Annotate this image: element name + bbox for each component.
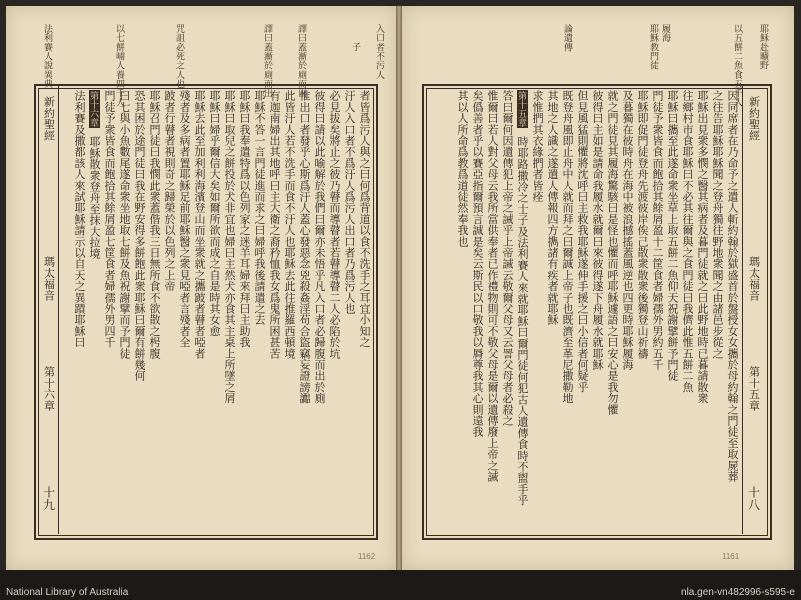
left-text-frame (34, 84, 378, 540)
library-credit: National Library of Australia (6, 587, 129, 598)
text-column: 必見拔矣將止之彼乃瞽而導瞽者若瞽導瞽二人必陷於坑 (328, 90, 341, 359)
text-column: 耶穌去此至加利利海濱登山而坐衆就之攜跛者瞽者啞者 (193, 90, 206, 359)
right-body (428, 90, 738, 530)
side-note: 譯曰蓋漸於廁而出 (296, 24, 306, 98)
text-column: 惟爾曰若人對父母云我所當供奉者已作禮物則可不敬父母是爾以遺傳廢上帝之誡 (486, 90, 499, 482)
side-note: 論遺傳 (562, 24, 572, 52)
image-identifier: nla.gen-vn482996-s595-e (681, 587, 795, 598)
side-note: 耶穌教門徒 (648, 24, 658, 70)
text-column: 其以人所命爲教爲道徒然奉我也 (456, 90, 469, 247)
page-number: 十九 (41, 486, 56, 511)
stamp-right: 1161 (722, 552, 740, 561)
chapter-start-marker: 第十六章 (88, 91, 98, 127)
gospel-name: 瑪太福音 (42, 256, 56, 301)
header-rule (742, 86, 743, 534)
side-note: 耶穌赴曠野 (758, 24, 768, 70)
side-note: 譯曰蓋漸於廁而出 (262, 24, 272, 98)
text-column: 耶穌曰攜至此遂命衆坐草上取五餅二魚仰天祝謝擘餅予門徒 (666, 90, 679, 382)
text-column: 此皆汙人若不洗手而食不汙人也耶穌去此往推羅西頓境 (283, 90, 296, 359)
text-column: 殘者及多病者置耶穌足前耶穌醫之衆見啞者言殘者全 (178, 90, 191, 348)
chapter-label: 第十五章 (747, 366, 761, 411)
text-column: 恐其困於途門徒曰我在野安得多餅飽此衆耶穌曰爾有餅幾何 (133, 90, 146, 382)
text-column: 既登舟風即止舟中人就而拜之曰爾誠上帝子也既濟至革尼撒勒地 (561, 90, 574, 404)
book-title: 新約聖經 (42, 96, 56, 141)
footer-bar (0, 570, 801, 600)
side-note: 咒詛必死之人也 (174, 24, 184, 89)
side-note: 履海 (660, 24, 670, 43)
page-number: 十八 (746, 486, 761, 511)
text-column: 門徒予衆皆食而飽拾其餘屑盈七筐食者婦孺外男四千 (103, 90, 116, 348)
side-note: 子 (350, 42, 360, 52)
text-column: 但見風猛則懼將沈呼曰主救我耶穌遂伸手援之曰小信者何疑乎 (576, 90, 589, 393)
text-column: 耶穌曰婦乎爾信大矣如爾所欲而成之自是時其女愈 (208, 90, 221, 337)
text-column: 彼得曰主如是請命我履水就爾曰來彼得遂下舟履水就耶穌 (591, 90, 604, 370)
text-column: 時耶路撒冷之士子及法利賽人來就耶穌曰爾門徒何犯古人遺傳食時不盥手乎 (516, 136, 529, 506)
left-page (6, 6, 396, 570)
side-note: 以五餅二魚食五千人 (732, 24, 742, 107)
text-column: 者皆爲污人與之曰何爲背道以食不洗手之耳宜小知之 (358, 90, 371, 348)
text-column: 曰七與小魚數尾遂命衆坐地取七餅及魚祝謝擘而予門徒 (118, 90, 131, 359)
text-column: 惟出口者發乎心斯爲汙人蓋心發惡念兇殺姦淫苟合盜竊妄證謗讟 (298, 90, 311, 404)
side-note: 法利賽人說異典 (42, 24, 52, 89)
text-column: 耶穌曰我奉遣特爲以色列家之迷羊耳婦來拜曰主助我 (238, 90, 251, 348)
side-note: 以七餅哺人養四千人 (114, 24, 124, 107)
text-column: 求惟捫其衣緣捫者皆痊 (531, 90, 544, 202)
header-rule (58, 86, 59, 534)
text-column: 耶穌曰取兒之餅投於犬非宜也婦曰主然犬亦食其主桌上所墜之屑 (223, 90, 236, 404)
text-column: 法利賽及撒都該人來試耶穌請示以自天之異蹟耶穌曰 (73, 90, 86, 348)
text-column: 耶穌即促門徒登舟先渡彼岸俟己散衆散衆後獨登山祈禱 (636, 90, 649, 359)
text-column: 跛者行瞽者視則奇之歸榮於以色列之上帝 (163, 90, 176, 292)
right-page (402, 6, 794, 570)
text-column: 之往告耶穌耶穌聞之登舟獨往野地衆聞之由諸邑步從之 (711, 90, 724, 359)
side-note: 入口者不污人 (374, 24, 384, 80)
text-column: 矣僞善者乎以賽亞指爾預言誠是矣云斯民以口敬我以脣尊我其心則遠我 (471, 90, 484, 438)
text-column: 彼得曰請以此喻解於我們曰爾亦未悟乎凡入口者必歸腹而出於廁 (313, 90, 326, 404)
left-body (62, 90, 370, 530)
text-column: 耶穌不答一言門徒進而求之曰婦呼我後請遣之去 (253, 90, 266, 326)
chapter-start-marker: 第十五章 (516, 91, 526, 127)
text-column: 耶穌散衆登舟至抹大拉境 (88, 136, 101, 260)
text-column: 及暮獨在彼時舟在海中被浪撼搖蓋風逆也四更時耶穌履海 (621, 90, 634, 370)
book-title: 新約聖經 (747, 96, 761, 141)
text-column: 汙人入口者不爲汙人爲污人出口者乃爲污人也 (343, 90, 356, 314)
right-text-frame (422, 84, 772, 540)
text-column: 耶穌出見衆多憫之醫其病者及暮門徒就之曰此野地時已暮請散衆 (696, 90, 709, 404)
text-column: 答曰爾何因遺傳犯上帝之誡乎上帝誡云敬爾父母又云詈父母者必殺之 (501, 90, 514, 426)
text-column: 門徒予衆皆食而飽拾其餘屑盈十二筐食者婦孺外男約五千 (651, 90, 664, 370)
text-column: 往鄉村市食耶穌曰不必其往爾與之食門徒曰我儕此惟五餅二魚 (681, 90, 694, 393)
chapter-label: 第十六章 (42, 366, 56, 411)
stamp-left: 1162 (358, 552, 376, 561)
text-column: 就之門徒見其履海驚駭曰是怪也懼而呼耶穌遽語之曰安心是我勿懼 (606, 90, 619, 415)
text-column: 因同席者在乃命予之遣人斬約翰於獄盛首於盤授女女攜於母約翰之門徒至取屍葬 (726, 90, 739, 482)
text-column: 耶穌召門徒曰我憫此衆蓋偕我三日無所食不欲散之枵腹 (148, 90, 161, 359)
text-column: 其地之人識之遂遣人傳報四方擕諸有疾者就耶穌 (546, 90, 559, 326)
text-column: 有迦南婦出其地呼曰主大衛之裔矜恤我女爲鬼所困甚苦 (268, 90, 281, 359)
gospel-name: 瑪太福音 (747, 256, 761, 301)
